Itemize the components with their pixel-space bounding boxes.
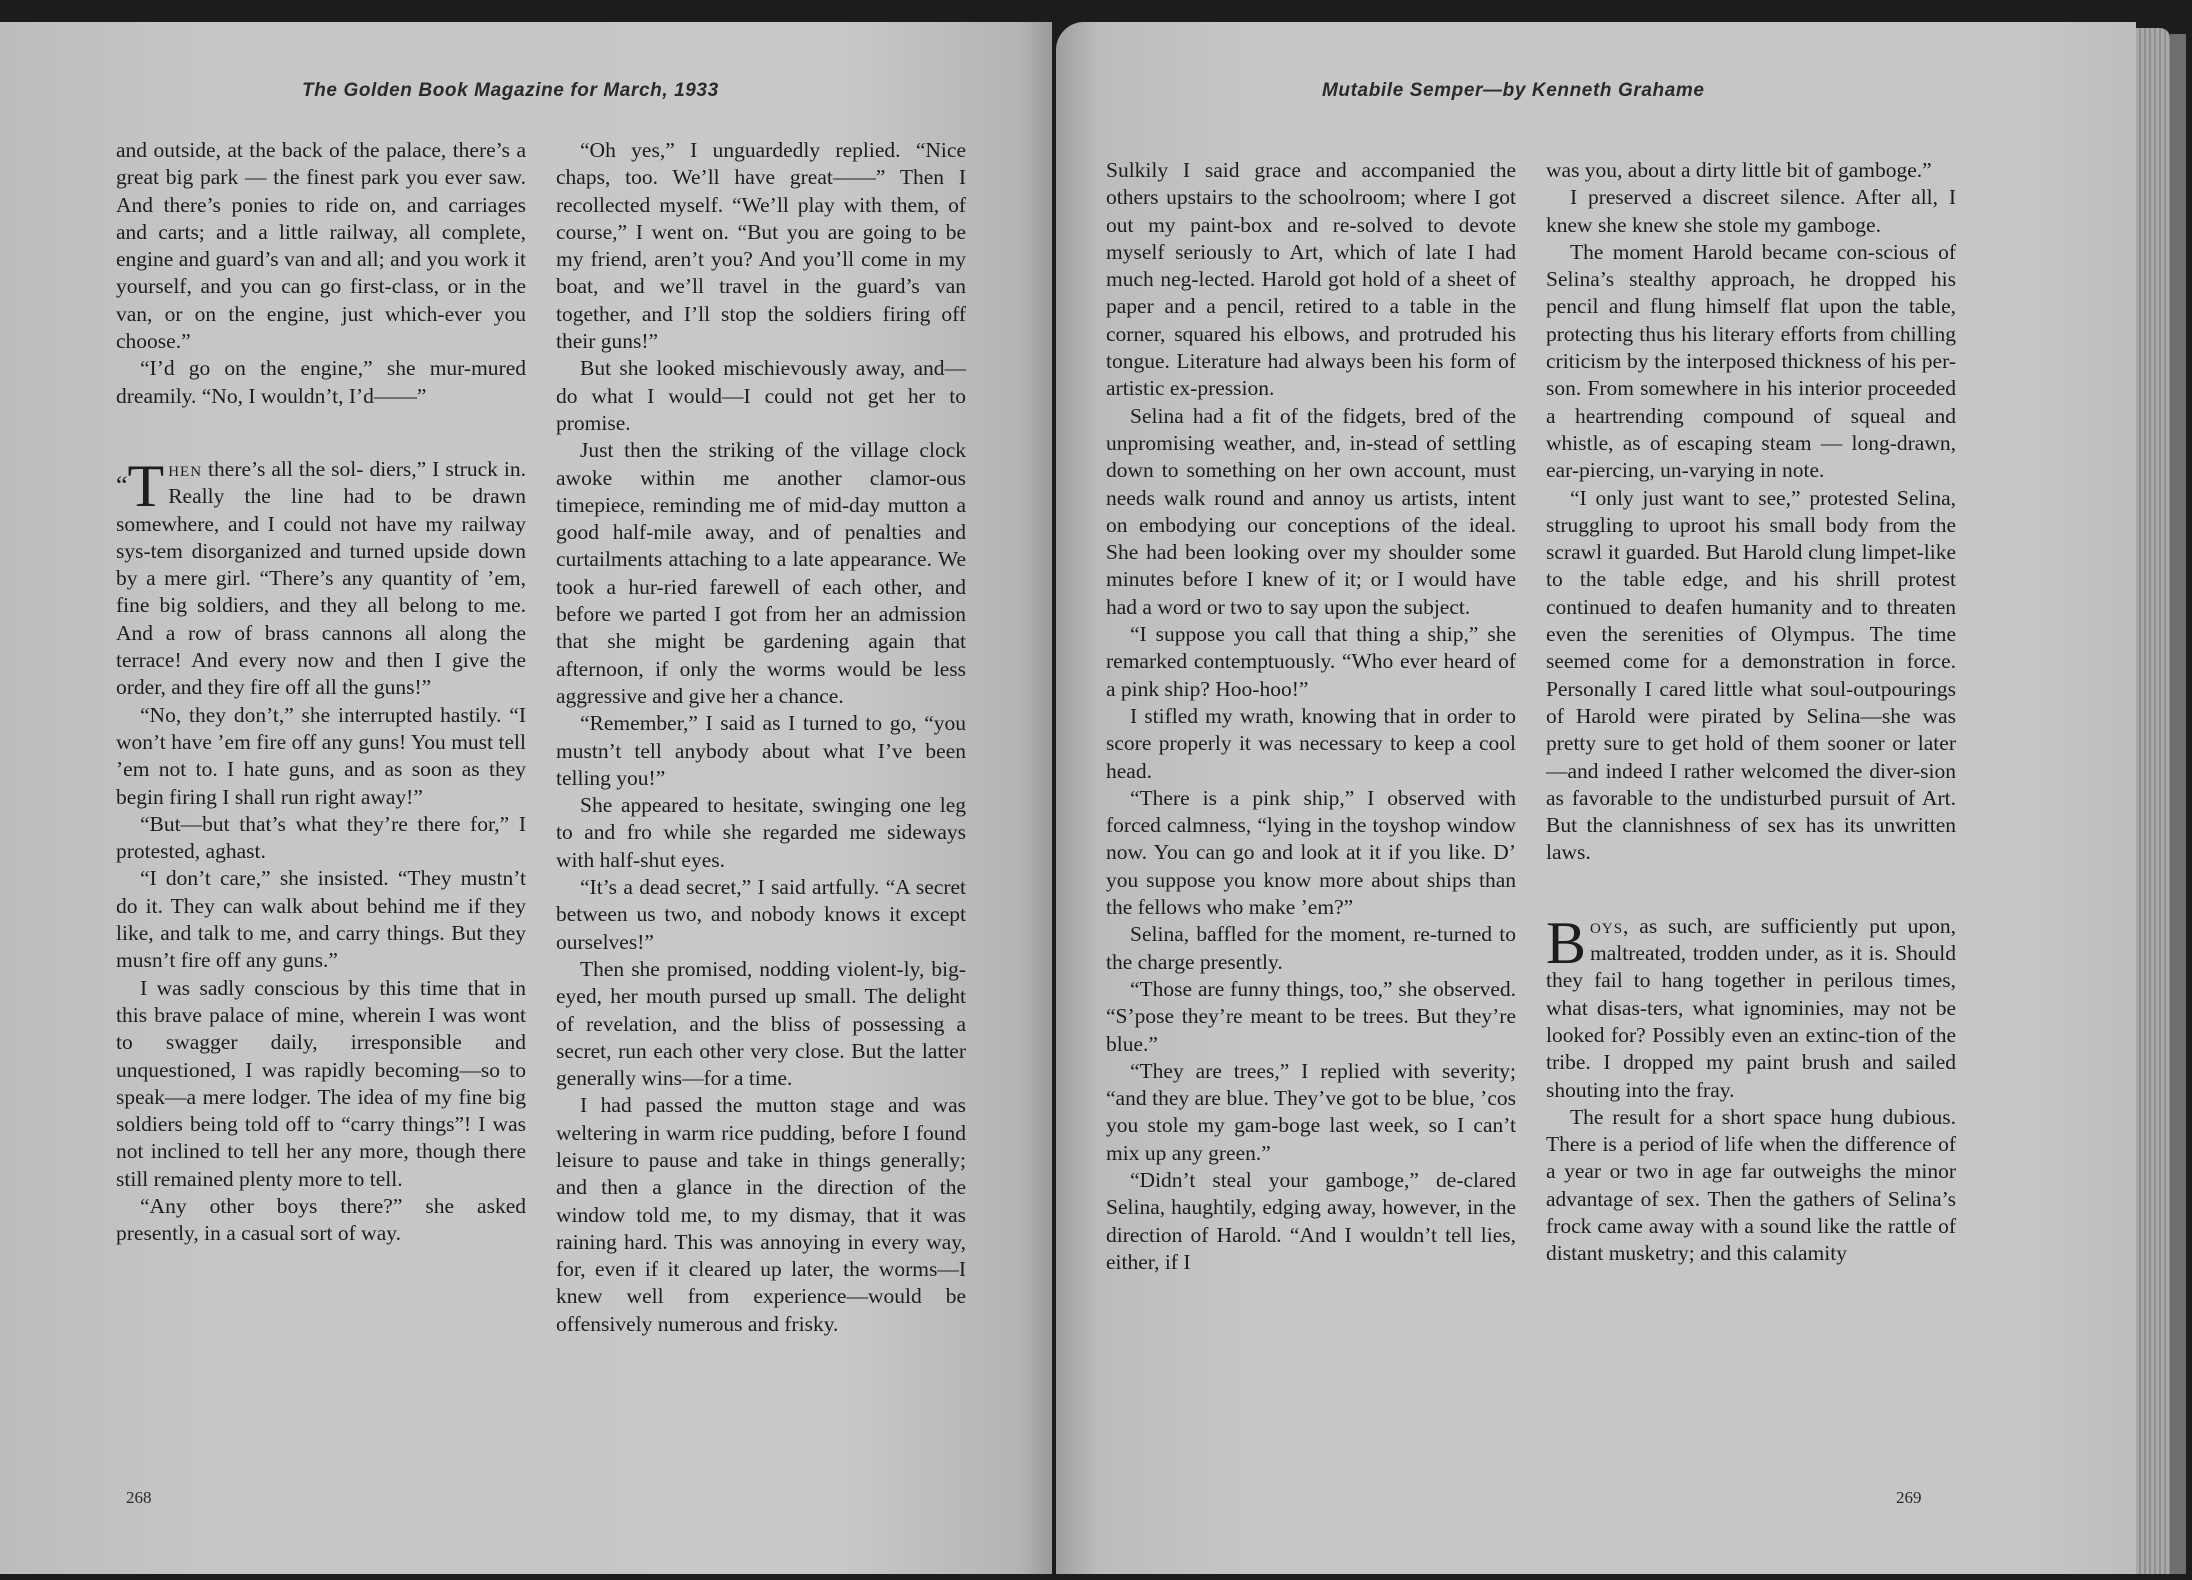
paragraph: I was sadly conscious by this time that in this brave palace of mine, wherein I was wont to swagger daily, irresponsible and unquestioned, I was rapidly becoming—so to speak—a mere lodger. The idea of my fine big soldiers being told off to “carry things”! I was not inclined to tell her any more, though there still remained plenty more to tell. [116, 975, 526, 1191]
paragraph-text: diers,” I struck in. Really the line had to be drawn somewhere, and I could not have my railway sys-tem disorganized and turned upside down by a mere girl. “There’s any quantity of ’em, fine big soldiers, and they all belong to me. And a row of brass cannons all along the terrace! And every now and then I give the order, and they fire off all the guns!” [116, 456, 526, 700]
dropcap-letter: B [1546, 909, 1587, 976]
paragraph: “I don’t care,” she insisted. “They mustn’t do it. They can walk about behind me if they like, and talk to me, and carry things. But they musn’t fire off any guns.” [116, 866, 526, 973]
right-column-1 [1106, 157, 1516, 1276]
paragraph: I had passed the mutton stage and was weltering in warm rice pudding, before I found leisure to pause and take in things generally; and then a glance in the direction of the window told me, to my dismay, that it was raining hard. This was annoying in every way, for, even if it cleared up later, the worms—I knew well from experience—would be offensively numerous and frisky. [556, 1093, 966, 1336]
paragraph: “But—but that’s what they’re there for,” I protested, aghast. [116, 811, 526, 864]
left-running-header: The Golden Book Magazine for March, 1933 [302, 80, 719, 101]
paragraph: was you, about a dirty little bit of gamboge.” [1546, 158, 1932, 182]
dropcap-paragraph: “T hen there’s all the sol- diers,” I struck in. Really the line had to be drawn somewhere, and I could not have my railway sys-tem disorganized and turned upside down by a mere girl. “There’s any quantity of ’em, fine big soldiers, and they all belong to me. And a row of brass cannons all along the terrace! And every now and then I give the order, and they fire off all the guns!” [116, 452, 526, 700]
paragraph: “It’s a dead secret,” I said artfully. “A secret between us two, and nobody knows it except ourselves!” [556, 875, 966, 954]
right-running-header: Mutabile Semper—by Kenneth Grahame [1322, 80, 1705, 101]
paragraph: Just then the striking of the village clock awoke within me another clamor-ous timepiece, reminding me of mid-day mutton a good half-mile away, and of penalties and curtailments attaching to a late appearance. We took a hur-ried farewell of each other, and before we parted I got from her an admission that she might be gardening again that afternoon, if only the worms would be less aggressive and give her a chance. [556, 438, 966, 708]
paragraph: “Oh yes,” I unguardedly replied. “Nice chaps, too. We’ll have great——” Then I recollected myself. “We’ll play with them, of course,” I went on. “But you are going to be my friend, aren’t you? And you’ll come in my boat, and we’ll travel in the guard’s van together, and I’ll stop the soldiers firing off their guns!” [556, 138, 966, 354]
smallcaps-text: oys [1590, 913, 1624, 938]
paragraph: and outside, at the back of the palace, there’s a great big park — the finest park you ever saw. And there’s ponies to ride on, and carriages and carts; and a little railway, all complete, engine and guard’s van and all; and you work it yourself, and you can go first-class, or in the van, or on the engine, just which-ever you choose.” [116, 138, 526, 354]
dropcap-paragraph: Boys, as such, are sufficiently put upon, maltreated, trodden under, as it is. Should they fail to hang together in perilous times, what disas-ters, what ignominies, may not be looked for? Possibly even an extinc-tion of the tribe. I dropped my paint brush and sailed shouting into the fray. [1546, 909, 1956, 1102]
paragraph: She appeared to hesitate, swinging one leg to and fro while she regarded me sideways with half-shut eyes. [556, 793, 966, 872]
paragraph: I stifled my wrath, knowing that in order to score properly it was necessary to keep a cool head. [1106, 703, 1516, 783]
left-column-2 [556, 137, 966, 1338]
paragraph: Selina had a fit of the fidgets, bred of the unpromising weather, and, in-stead of settling down to something on her own account, must needs walk round and annoy us artists, intent on embodying our conceptions of the ideal. She had been looking over my shoulder some minutes before I knew of it; or I would have had a word or two to say upon the subject. [1106, 403, 1516, 619]
paragraph: The result for a short space hung dubious. There is a period of life when the difference of a year or two in age far outweighs the minor advantage of sex. Then the gathers of Selina’s frock came away with a sound like the rattle of distant musketry; and this calamity [1546, 1104, 1956, 1266]
right-column-2 [1546, 157, 1956, 1268]
paragraph: “They are trees,” I replied with severity; “and they are blue. They’ve got to be blue, ’cos you stole my gam-boge last week, so I can’t mix up any green.” [1106, 1058, 1516, 1165]
book-cover-edge [2170, 34, 2186, 1574]
paragraph: “Any other boys there?” she asked presently, in a casual sort of way. [116, 1193, 526, 1246]
paragraph: “I’d go on the engine,” she mur-mured dreamily. “No, I wouldn’t, I’d——” [116, 356, 526, 408]
paragraph: “Remember,” I said as I turned to go, “you mustn’t tell anybody about what I’ve been telling you!” [556, 711, 966, 790]
page-edge [2136, 28, 2170, 1574]
smallcaps-text: hen [168, 456, 203, 481]
paragraph: “Those are funny things, too,” she observed. “S’pose they’re meant to be trees. But they’re blue.” [1106, 976, 1516, 1056]
paragraph: Then she promised, nodding violent-ly, big-eyed, her mouth pursed up small. The delight of revelation, and the bliss of possessing a secret, run each other very close. But the latter generally wins—for a time. [556, 956, 966, 1091]
dropcap-letter: “T [116, 452, 165, 519]
paragraph-text: put upon, maltreated, trodden under, as it is. Should they fail to hang together in perilous times, what disas-ters, what ignominies, may not be looked for? Possibly even an extinc-tion of the tribe. I dropped my paint brush and sailed shouting into the fray. [1546, 913, 1956, 1102]
paragraph: I preserved a discreet silence. After all, I knew she knew she stole my gamboge. [1546, 185, 1956, 237]
left-page-number: 268 [126, 1488, 152, 1507]
paragraph: But she looked mischievously away, and—do what I would—I could not get her to promise. [556, 356, 966, 435]
paragraph: The moment Harold became con-scious of Selina’s stealthy approach, he dropped his pencil and flung himself flat upon the table, protecting thus his literary efforts from chilling criticism by the interposed thickness of his per-son. From somewhere in his interior proceeded a heartrending compound of squeal and whistle, as of escaping steam — long-drawn, ear-piercing, un-varying in note. [1546, 239, 1956, 483]
left-column-1 [116, 137, 526, 1248]
paragraph: “Didn’t steal your gamboge,” de-clared Selina, haughtily, edging away, however, in the direction of Harold. “And I wouldn’t tell lies, either, if I [1106, 1167, 1516, 1274]
paragraph: “I only just want to see,” protested Selina, struggling to uproot his small body from the scrawl it guarded. But Harold clung limpet-like to the table edge, and his shrill protest continued to deafen humanity and to threaten even the serenities of Olympus. The time seemed come for a demonstration in force. Personally I cared little what soul-outpourings of Harold were pirated by Selina—she was pretty sure to get hold of them sooner or later—and indeed I rather welcomed the diver-sion as favorable to the undisturbed pursuit of Art. But the clannishness of sex has its unwritten laws. [1546, 485, 1956, 865]
paragraph: Selina, baffled for the moment, re-turned to the charge presently. [1106, 922, 1516, 974]
paragraph: “No, they don’t,” she interrupted hastily. “I won’t have ’em fire off any guns! You must tell ’em not to. I hate guns, and as soon as they begin firing I shall run right away!” [116, 702, 526, 809]
paragraph: “There is a pink ship,” I observed with forced calmness, “lying in the toyshop window now. You can go and look at it if you like. D’ you suppose you know more about ships than the fellows who make ’em?” [1106, 785, 1516, 920]
paragraph: “I suppose you call that thing a ship,” she remarked contemptuously. “Who ever heard of a pink ship? Hoo-hoo!” [1106, 622, 1516, 701]
paragraph: Sulkily I said grace and accompanied the others upstairs to the schoolroom; where I got out my paint-box and re-solved to devote myself seriously to Art, which of late I had much neg-lected. Harold got hold of a sheet of paper and a pencil, retired to a table in the corner, squared his elbows, and protruded his tongue. Literature had always been his form of artistic ex-pression. [1106, 158, 1516, 401]
right-page-number: 269 [1896, 1488, 1922, 1507]
